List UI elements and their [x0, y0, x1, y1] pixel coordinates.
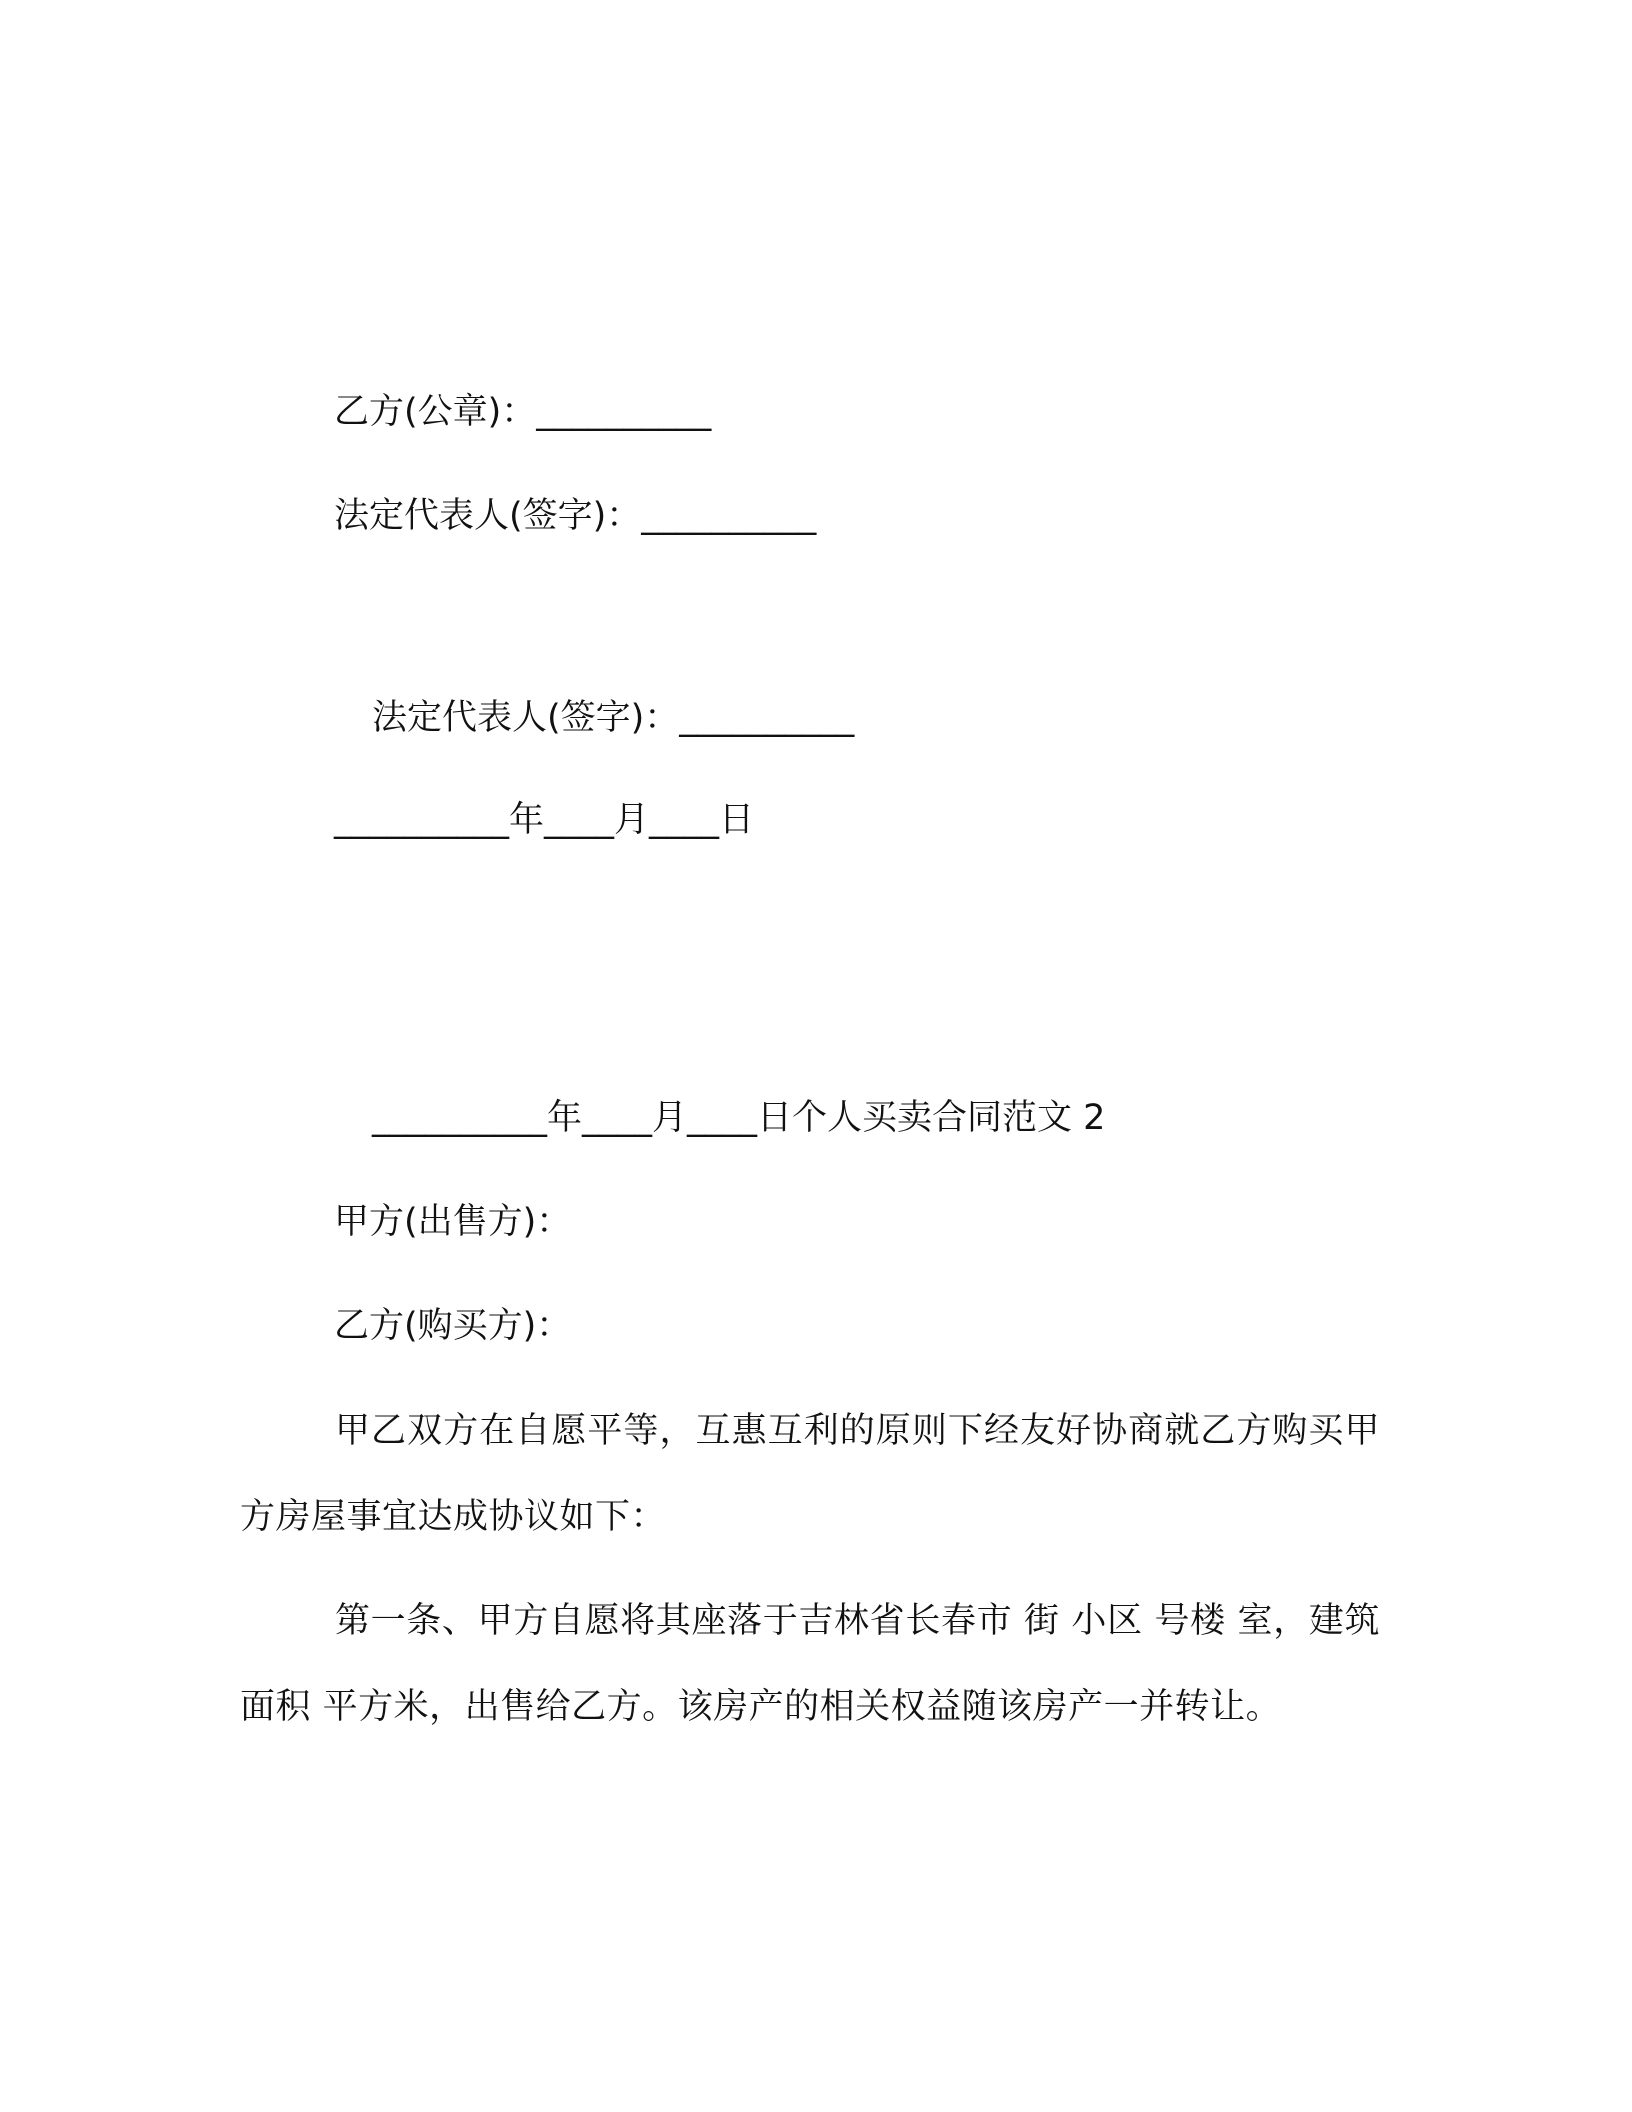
contract-title: __________年____月____日个人买卖合同范文 2: [372, 1098, 1106, 1138]
legal-representative-signature-line: 法定代表人(签字)：__________: [334, 496, 817, 536]
party-a-seller: 甲方(出售方)：: [334, 1202, 572, 1242]
intro-paragraph: 甲乙双方在自愿平等，互惠互利的原则下经友好协商就乙方购买甲方房屋事宜达成协议如下：: [240, 1411, 1380, 1537]
legal-representative-signature-line-2: 法定代表人(签字)：__________: [372, 698, 855, 738]
party-b-buyer: 乙方(购买方)：: [334, 1306, 572, 1346]
article-1-paragraph: 第一条、甲方自愿将其座落于吉林省长春市 街 小区 号楼 室，建筑面积 平方米，出售给乙方。该房产的相关权益随该房产一并转让。: [240, 1601, 1380, 1727]
date-line: __________年____月____日: [334, 800, 755, 840]
party-b-seal-line: 乙方(公章)：__________: [334, 392, 712, 432]
